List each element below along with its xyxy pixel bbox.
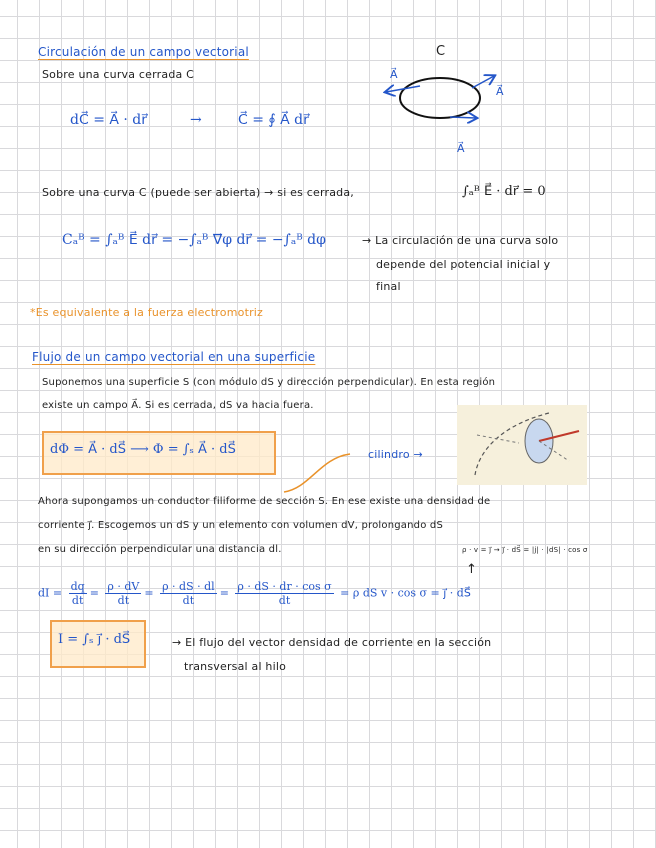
cylinder-label: cilindro → <box>368 448 423 461</box>
fraction-rho-dv-dt: $\frac{\rho \cdot dV}{dt}$ <box>107 580 140 607</box>
circulation-potential-eq: Cₐᴮ = ∫ₐᴮ E⃗ dr⃗ = −∫ₐᴮ ∇⃗φ dr⃗ = −∫ₐᴮ dφ <box>62 232 326 248</box>
conductor-text-1: Ahora supongamos un conductor filiforme de sección S. En ese existe una densidad de <box>38 496 491 507</box>
surface-text-2: existe un campo A⃗. Si es cerrada, dS va hacia fuera. <box>42 400 314 411</box>
up-arrow: ↑ <box>466 562 478 577</box>
current-eq-end: = ρ dS v · cos σ = j⃗ · dS⃗ <box>340 586 471 600</box>
vector-label-a-left: A⃗ <box>390 68 398 81</box>
closed-curve-text: Sobre una curva cerrada C <box>42 68 195 81</box>
closed-line-integral-eq: ∫ₐᴮ E⃗ · dr⃗ = 0 <box>462 184 546 199</box>
section-title-circulacion: Circulación de un campo vectorial <box>38 45 249 59</box>
circulation-note-2: depende del potencial inicial y <box>376 258 551 271</box>
cylinder-figure <box>457 405 587 485</box>
circulation-note-1: → La circulación de una curva solo <box>362 234 559 247</box>
circulation-integral-eq: C⃗ = ∮ A⃗ dr⃗ <box>238 112 309 128</box>
current-eq-start: dI = <box>38 586 63 600</box>
section-title-flujo: Flujo de un campo vectorial en una superficie <box>32 350 316 364</box>
conductor-text-3: en su dirección perpendicular una distancia dl. <box>38 544 282 555</box>
fraction-rho-ds-dl-dt: $\frac{\rho \cdot dS \cdot dl}{dt}$ <box>162 580 215 607</box>
open-curve-text: Sobre una curva C (puede ser abierta) → si es cerrada, <box>42 186 354 199</box>
emf-footnote: *Es equivalente a la fuerza electromotriz <box>30 306 264 319</box>
circulation-differential-eq: dC⃗ = A⃗ · dr⃗ <box>70 112 148 128</box>
conductor-text-2: corriente j⃗. Escogemos un dS y un elemento con volumen dV, prolongando dS <box>38 520 444 531</box>
surface-text-1: Suponemos una superficie S (con módulo dS y dirección perpendicular). En esta región <box>42 377 496 388</box>
vector-label-a-bottom: A⃗ <box>457 142 465 155</box>
current-integral-eq: I = ∫ₛ j⃗ · dS⃗ <box>58 632 131 647</box>
circulation-note-3: final <box>376 280 401 293</box>
flux-note-1: → El flujo del vector densidad de corriente en la sección <box>172 636 492 649</box>
vector-label-a-right: A⃗ <box>496 85 504 98</box>
fraction-rho-ds-dr-cos-dt: $\frac{\text{ρ · dS · dr · cos σ}}{dt}$ <box>237 580 332 607</box>
cylinder-pointer-curve <box>280 450 380 500</box>
arrow-symbol: → <box>190 112 202 128</box>
curve-label-c: C <box>436 44 446 59</box>
current-density-side-note: ρ · v = j⃗ → j⃗ · dS⃗ = |j| · |dS| · cos σ <box>462 546 588 554</box>
flux-note-2: transversal al hilo <box>184 660 287 673</box>
flux-equation: dΦ = A⃗ · dS⃗ ⟶ Φ = ∫ₛ A⃗ · dS⃗ <box>50 442 236 457</box>
fraction-dq-dt: $\frac{dq}{dt}$ <box>70 580 85 607</box>
current-equation: dI = $\frac{dq}{dt}$ = $\frac{\rho \cdot dV}{dt}$ = $\frac{\rho \cdot dS \cdot dl}{dt}$ = $\frac{\text{ρ · dS · dr · cos σ}}{dt}$ = ρ dS v · cos σ = j⃗ · dS⃗ <box>38 580 471 607</box>
